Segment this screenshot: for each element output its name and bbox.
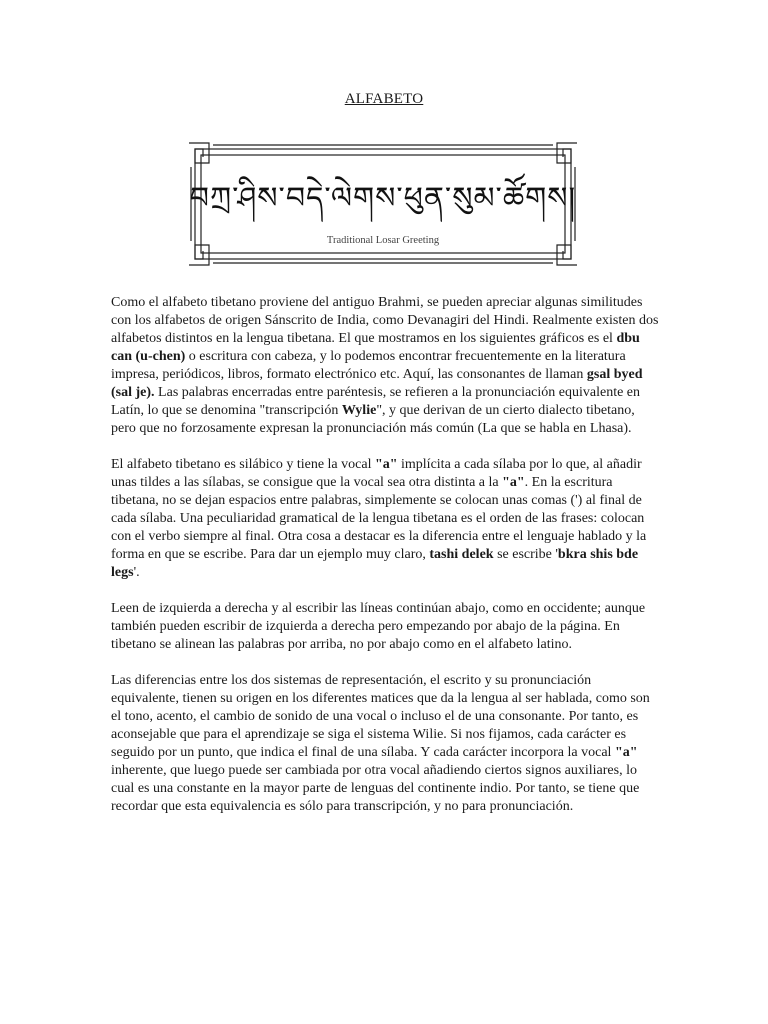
bold-term: Wylie bbox=[341, 403, 377, 418]
paragraph bbox=[111, 672, 659, 816]
text-run: Las diferencias entre los dos sistemas de representación, el escrito y su pronunciación equivalente, tienen su origen en los diferentes matices que da la lengua al ser hablada, como son el tono, acento, el cambio de sonido de una vocal o incluso el de una consonante. Por tanto, es aconsejable que para el aprendizaje se siga el sistema Wilie. Si nos fijamos, cada carácter es seguido por un punto, que indica el final de una sílaba. Y cada carácter incorpora la vocal bbox=[111, 673, 650, 760]
text-run: inherente, que luego puede ser cambiada por otra vocal añadiendo ciertos signos auxiliares, lo cual es una constante en la mayor parte de lenguas del continente indio. Por tanto, se tiene que recordar que esta equivalencia es sólo para transcripción, y no para pronunciación. bbox=[111, 763, 640, 814]
text-run: implícita a cada sílaba por lo que, al añadir unas tildes a las sílabas, se consigue que la vocal sea otra distinta a la bbox=[111, 457, 642, 490]
text-run: se escribe ' bbox=[493, 547, 558, 562]
losar-greeting-banner bbox=[187, 141, 579, 267]
text-run: '. bbox=[133, 565, 140, 580]
banner-caption: Traditional Losar Greeting bbox=[326, 235, 440, 246]
bold-term: dbu can (u-chen) bbox=[111, 331, 640, 364]
text-run: Leen de izquierda a derecha y al escribir las líneas continúan abajo, como en occidente; aunque también pueden escribir de izquierda a derecha pero empezando por abajo de la página. En tibetano se alinean las palabras por arriba, no por abajo como en el alfabeto latino. bbox=[111, 601, 646, 652]
paragraph bbox=[111, 600, 659, 654]
text-run: Como el alfabeto tibetano proviene del antiguo Brahmi, se pueden apreciar algunas similitudes con los alfabetos de origen Sánscrito de India, como Devanagiri del Hindi. Realmente existen dos alfabetos distintos en la lengua tibetana. El que mostramos en los siguientes gráficos es el bbox=[111, 295, 659, 346]
paragraph bbox=[111, 456, 659, 582]
bold-term: "a" bbox=[502, 475, 525, 490]
text-run: El alfabeto tibetano es silábico y tiene la vocal bbox=[111, 457, 375, 472]
page-title: ALFABETO bbox=[344, 91, 424, 107]
bold-term: "a" bbox=[614, 745, 638, 760]
text-run: o escritura con cabeza, y lo podemos encontrar frecuentemente en la literatura impresa, periódicos, libros, formato electrónico etc. Aquí, las consonantes de llaman bbox=[111, 349, 626, 382]
bold-term: gsal byed (sal je). bbox=[111, 367, 643, 400]
bold-term: "a" bbox=[374, 457, 398, 472]
bold-term: tashi delek bbox=[429, 547, 494, 562]
tibetan-greeting-text: བཀྲ་ཤིས་བདེ་ལེགས་ཕུན་སུམ་ཚོགས། bbox=[189, 181, 577, 216]
article-body bbox=[111, 294, 659, 834]
text-run: . En la escritura tibetana, no se dejan espacios entre palabras, simplemente se colocan unas comas (') al final de cada sílaba. Una peculiaridad gramatical de la lengua tibetana es el orden de las frases: colocan con el verbo siempre al final. Otra cosa a destacar es la diferencia entre el lenguaje hablado y la forma en que se escribe. Para dar un ejemplo muy claro, bbox=[111, 475, 647, 562]
text-run: ", y que derivan de un cierto dialecto tibetano, pero que no forzosamente expresan la pronunciación más común (La que se habla en Lhasa). bbox=[111, 403, 635, 436]
paragraph bbox=[111, 294, 659, 438]
text-run: Las palabras encerradas entre paréntesis, se refieren a la pronunciación equivalente en Latín, lo que se denomina "transcripción bbox=[111, 385, 641, 418]
bold-term: bkra shis bde legs bbox=[111, 547, 639, 580]
